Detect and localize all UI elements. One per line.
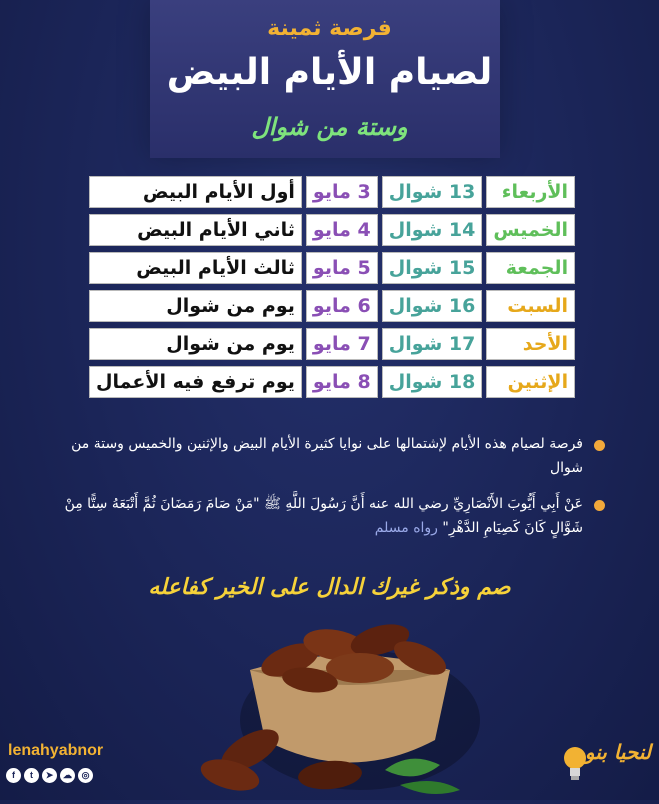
description-cell: ثالث الأيام البيض xyxy=(89,252,302,284)
telegram-icon[interactable]: ➤ xyxy=(42,768,57,783)
may-date-cell: 6 مايو xyxy=(306,290,378,322)
shawwal-date-cell: 18 شوال xyxy=(382,366,483,398)
header-line1: فرصة ثمينة xyxy=(267,16,392,41)
day-cell: الأحد xyxy=(486,328,575,360)
description-cell: ثاني الأيام البيض xyxy=(89,214,302,246)
may-date-cell: 3 مايو xyxy=(306,176,378,208)
day-cell: الإثنين xyxy=(486,366,575,398)
description-cell: يوم من شوال xyxy=(89,328,302,360)
day-cell: الخميس xyxy=(486,214,575,246)
day-cell: الجمعة xyxy=(486,252,575,284)
header-line3: وستة من شوال xyxy=(251,112,408,141)
may-date-cell: 5 مايو xyxy=(306,252,378,284)
social-icons xyxy=(6,768,93,783)
table-row xyxy=(89,252,575,284)
shawwal-date-cell: 16 شوال xyxy=(382,290,483,322)
hadith-source: رواه مسلم xyxy=(374,520,438,536)
hadith-text: عَنْ أَبِي أَيُّوبَ الأَنْصَارِيِّ رضي الله عنه أَنَّ رَسُولَ اللَّهِ ﷺ "مَنْ صَامَ رَمَضَانَ ثُمَّ أَتْبَعَهُ سِتًّا مِنْ شَوَّالٍ كَانَ كَصِيَامِ الدَّهْرِ" xyxy=(64,496,583,536)
bullet-dot-icon xyxy=(594,500,605,511)
description-cell: يوم من شوال xyxy=(89,290,302,322)
twitter-icon[interactable]: t xyxy=(24,768,39,783)
soundcloud-icon[interactable]: ☁ xyxy=(60,768,75,783)
shawwal-date-cell: 17 شوال xyxy=(382,328,483,360)
shawwal-date-cell: 13 شوال xyxy=(382,176,483,208)
list-item xyxy=(60,432,605,480)
shawwal-date-cell: 15 شوال xyxy=(382,252,483,284)
may-date-cell: 4 مايو xyxy=(306,214,378,246)
list-item xyxy=(60,492,605,540)
day-cell: السبت xyxy=(486,290,575,322)
instagram-icon[interactable]: ◎ xyxy=(78,768,93,783)
table-row xyxy=(89,366,575,398)
slogan: صم وذكر غيرك الدال على الخير كفاعله xyxy=(148,574,511,600)
schedule-table xyxy=(85,170,579,404)
may-date-cell: 8 مايو xyxy=(306,366,378,398)
facebook-icon[interactable]: f xyxy=(6,768,21,783)
description-cell: يوم ترفع فيه الأعمال xyxy=(89,366,302,398)
notes-list xyxy=(60,432,605,552)
dates-bowl-image xyxy=(160,600,500,804)
shawwal-date-cell: 14 شوال xyxy=(382,214,483,246)
description-cell: أول الأيام البيض xyxy=(89,176,302,208)
brand-logo xyxy=(561,740,651,790)
social-handle: lenahyabnor xyxy=(8,742,104,759)
table-row xyxy=(89,214,575,246)
day-cell: الأربعاء xyxy=(486,176,575,208)
table-row xyxy=(89,176,575,208)
brand-name: لنحيا بنور xyxy=(575,740,651,764)
header-title: لصيام الأيام البيض xyxy=(166,52,493,93)
bullet-dot-icon xyxy=(594,440,605,451)
may-date-cell: 7 مايو xyxy=(306,328,378,360)
table-row xyxy=(89,328,575,360)
note-text: فرصة لصيام هذه الأيام لإشتمالها على نوايا كثيرة الأيام البيض والإثنين والخميس وستة من شوال xyxy=(71,436,583,476)
table-row xyxy=(89,290,575,322)
